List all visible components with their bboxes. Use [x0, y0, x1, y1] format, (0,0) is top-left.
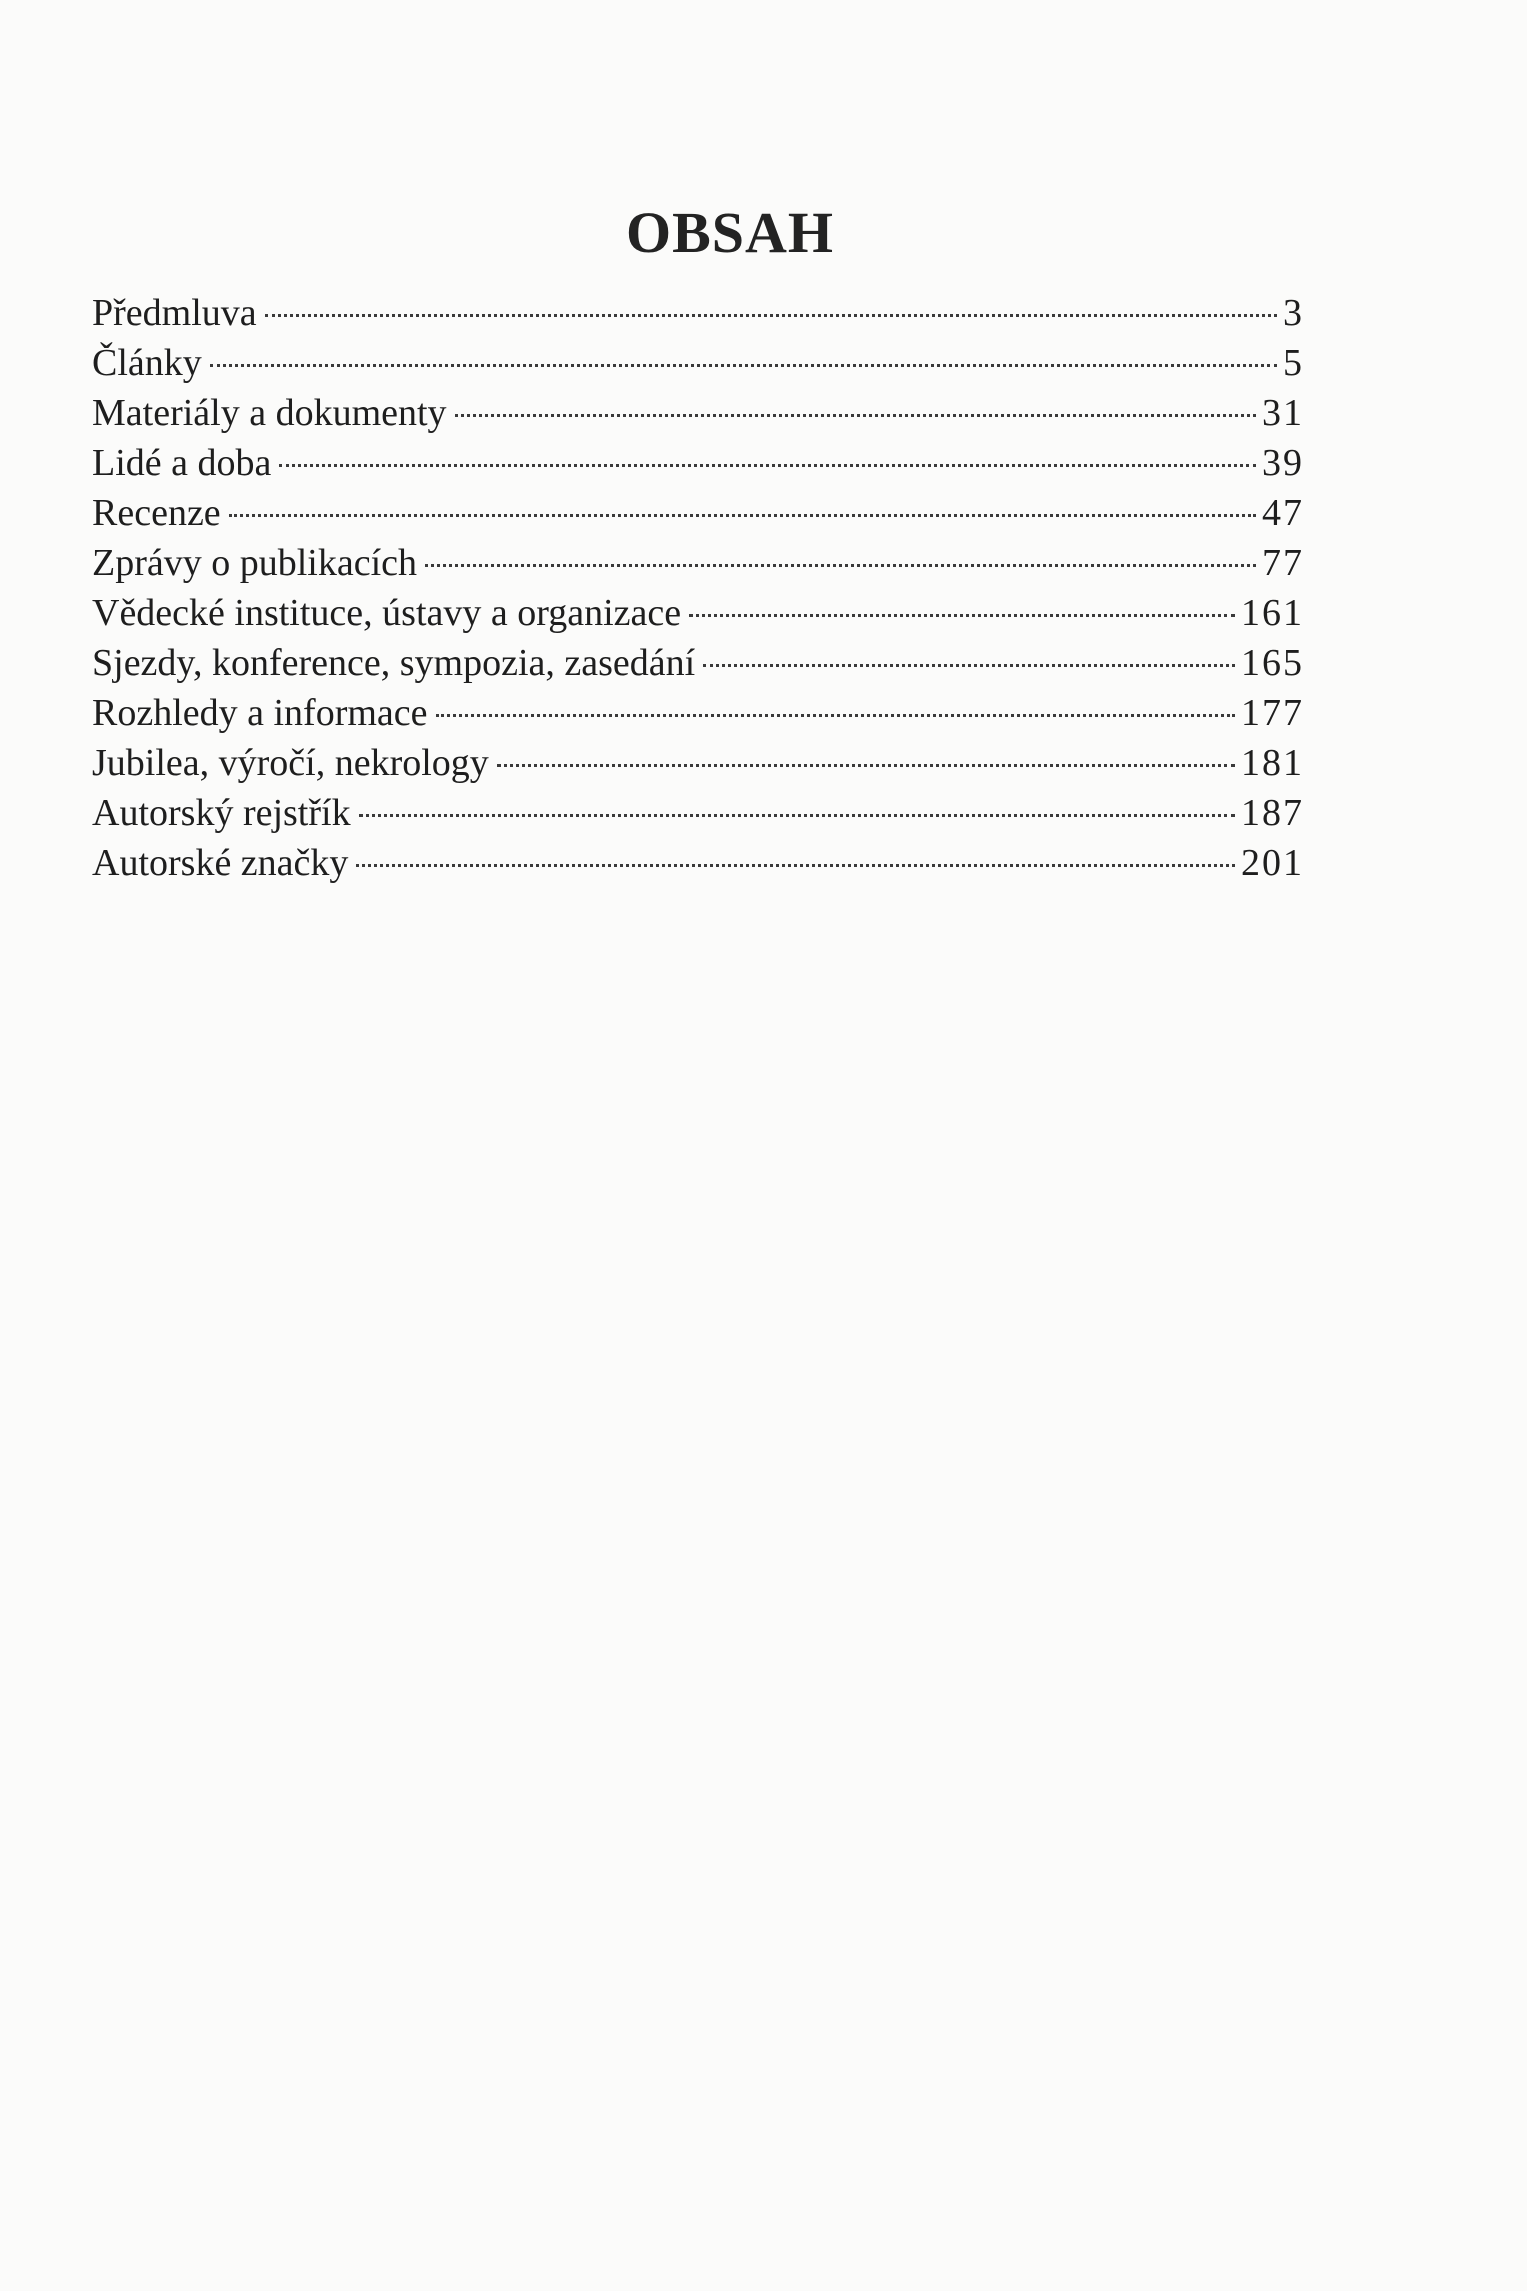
toc-dot-leader: [455, 414, 1256, 417]
toc-entry: [92, 538, 1304, 588]
toc-entry: [92, 638, 1304, 688]
toc-dot-leader: [356, 864, 1235, 867]
toc-entry-page: 3: [1283, 292, 1304, 334]
toc-dot-leader: [497, 764, 1235, 767]
toc-entry-label: Předmluva: [92, 292, 257, 334]
toc-entry-page: 5: [1283, 342, 1304, 384]
toc-entry-page: 187: [1241, 792, 1304, 834]
toc-entry: [92, 688, 1304, 738]
toc-entry: [92, 488, 1304, 538]
toc-entry-page: 161: [1241, 592, 1304, 634]
toc-entry-label: Články: [92, 342, 202, 384]
toc-entry-label: Recenze: [92, 492, 221, 534]
toc-entry: [92, 388, 1304, 438]
toc-entry-page: 181: [1241, 742, 1304, 784]
toc-dot-leader: [229, 514, 1256, 517]
toc-dot-leader: [210, 364, 1277, 367]
toc-entry-page: 47: [1262, 492, 1304, 534]
toc-entry: [92, 838, 1304, 888]
toc-entry-page: 165: [1241, 642, 1304, 684]
toc-entry: [92, 588, 1304, 638]
toc-entry: [92, 288, 1304, 338]
toc-entry-label: Jubilea, výročí, nekrology: [92, 742, 489, 784]
toc-entry-label: Materiály a dokumenty: [92, 392, 447, 434]
toc-entry-page: 31: [1262, 392, 1304, 434]
toc-entry-page: 201: [1241, 842, 1304, 884]
toc-entry: [92, 338, 1304, 388]
table-of-contents: [92, 288, 1304, 888]
toc-entry: [92, 438, 1304, 488]
toc-dot-leader: [689, 614, 1235, 617]
toc-entry-label: Lidé a doba: [92, 442, 272, 484]
toc-dot-leader: [703, 664, 1235, 667]
page-title: OBSAH: [625, 199, 835, 265]
toc-entry-label: Rozhledy a informace: [92, 692, 428, 734]
toc-entry-page: 77: [1262, 542, 1304, 584]
toc-entry-page: 177: [1241, 692, 1304, 734]
toc-entry-label: Sjezdy, konference, sympozia, zasedání: [92, 642, 696, 684]
toc-dot-leader: [265, 314, 1277, 317]
toc-entry-label: Vědecké instituce, ústavy a organizace: [92, 592, 682, 634]
toc-entry-label: Zprávy o publikacích: [92, 542, 418, 584]
toc-dot-leader: [279, 464, 1256, 467]
toc-entry: [92, 788, 1304, 838]
toc-entry-label: Autorské značky: [92, 842, 349, 884]
toc-entry: [92, 738, 1304, 788]
toc-entry-page: 39: [1262, 442, 1304, 484]
toc-entry-label: Autorský rejstřík: [92, 792, 351, 834]
toc-dot-leader: [425, 564, 1256, 567]
toc-dot-leader: [436, 714, 1235, 717]
toc-dot-leader: [359, 814, 1235, 817]
